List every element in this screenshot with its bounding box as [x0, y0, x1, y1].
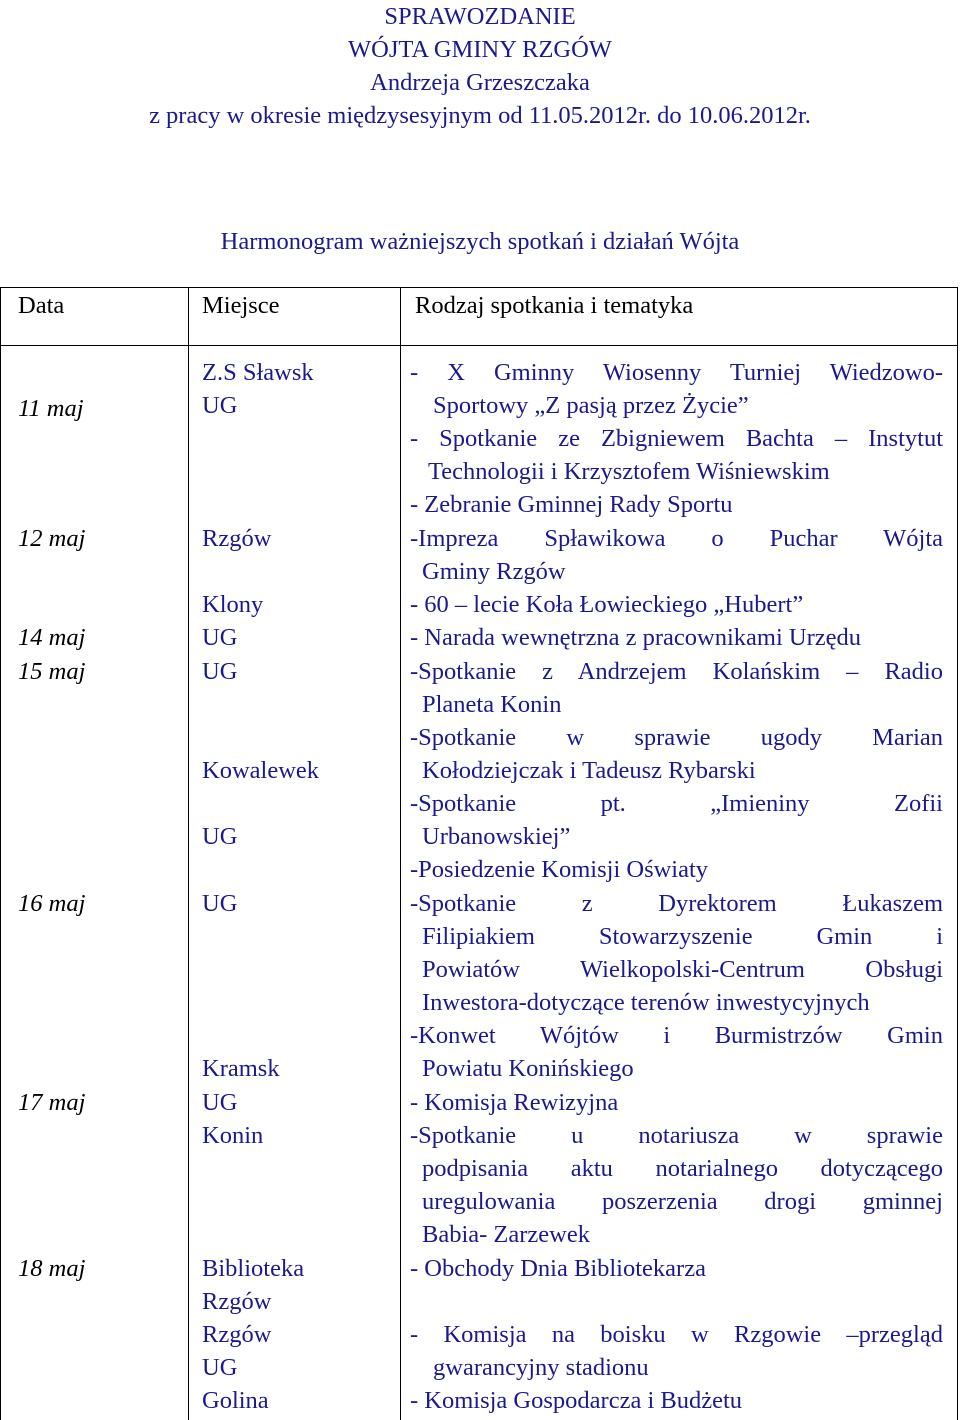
- report-title: SPRAWOZDANIE: [384, 3, 576, 30]
- column-header-topic: Rodzaj spotkania i tematyka: [415, 292, 694, 319]
- row-topic: -Konwet Wójtów i Burmistrzów Gmin: [410, 1022, 943, 1049]
- row-topic: Powiatu Konińskiego: [422, 1055, 634, 1082]
- row-topic: Inwestora-dotyczące terenów inwestycyjnych: [422, 989, 870, 1016]
- row-topic: Filipiakiem Stowarzyszenie Gmin i: [422, 923, 943, 950]
- row-topic: gwarancyjny stadionu: [433, 1354, 649, 1381]
- row-topic: -Spotkanie u notariusza w sprawie: [410, 1122, 943, 1149]
- column-divider: [400, 287, 401, 1420]
- row-place: UG: [202, 890, 238, 917]
- row-place: UG: [202, 658, 238, 685]
- row-place: Klony: [202, 591, 264, 618]
- row-date: 12 maj: [18, 525, 86, 552]
- row-date: 14 maj: [18, 624, 86, 651]
- row-date: 18 maj: [18, 1255, 86, 1282]
- schedule-title: Harmonogram ważniejszych spotkań i działań Wójta: [220, 228, 740, 255]
- row-place: UG: [202, 1354, 238, 1381]
- row-topic: Babia- Zarzewek: [422, 1221, 590, 1248]
- row-place: Golina: [202, 1387, 269, 1414]
- row-topic: - Komisja Gospodarcza i Budżetu: [410, 1387, 743, 1414]
- row-topic: - Spotkanie ze Zbigniewem Bachta – Instytut: [410, 425, 943, 452]
- row-date: 11 maj: [18, 395, 84, 422]
- row-date: 16 maj: [18, 890, 86, 917]
- row-place: Rzgów: [202, 1321, 272, 1348]
- row-topic: Planeta Konin: [422, 691, 562, 718]
- row-topic: -Spotkanie w sprawie ugody Marian: [410, 724, 943, 751]
- row-topic: Kołodziejczak i Tadeusz Rybarski: [422, 757, 756, 784]
- row-topic: -Spotkanie z Dyrektorem Łukaszem: [410, 890, 943, 917]
- row-date: 15 maj: [18, 658, 86, 685]
- column-header-place: Miejsce: [202, 292, 280, 319]
- row-topic: - Zebranie Gminnej Rady Sportu: [410, 491, 733, 518]
- row-place: Biblioteka: [202, 1255, 305, 1282]
- row-place: Konin: [202, 1122, 264, 1149]
- row-place: Rzgów: [202, 1288, 272, 1315]
- row-topic: Urbanowskiej”: [422, 823, 571, 850]
- row-topic: -Posiedzenie Komisji Oświaty: [410, 856, 709, 883]
- row-place: Rzgów: [202, 525, 272, 552]
- row-topic: - Komisja na boisku w Rzgowie –przegląd: [410, 1321, 943, 1348]
- row-place: UG: [202, 624, 238, 651]
- column-divider: [188, 287, 189, 1420]
- row-topic: - Obchody Dnia Bibliotekarza: [410, 1255, 706, 1282]
- row-topic: - 60 – lecie Koła Łowieckiego „Hubert”: [410, 591, 804, 618]
- row-topic: uregulowania poszerzenia drogi gminnej: [422, 1188, 943, 1215]
- table-rule: [0, 287, 958, 288]
- row-place: Kramsk: [202, 1055, 280, 1082]
- row-topic: Sportowy „Z pasją przez Życie”: [433, 392, 749, 419]
- report-author-name: Andrzeja Grzeszczaka: [370, 69, 590, 96]
- report-author-office: WÓJTA GMINY RZGÓW: [348, 36, 612, 63]
- column-header-date: Data: [18, 292, 65, 319]
- row-topic: Technologii i Krzysztofem Wiśniewskim: [428, 458, 830, 485]
- row-topic: podpisania aktu notarialnego dotyczącego: [422, 1155, 943, 1182]
- report-header: [0, 0, 960, 132]
- row-topic: -Impreza Spławikowa o Puchar Wójta: [410, 525, 943, 552]
- row-date: 17 maj: [18, 1089, 86, 1116]
- row-topic: -Spotkanie pt. „Imieniny Zofii: [410, 790, 943, 817]
- row-topic: - X Gminny Wiosenny Turniej Wiedzowo-: [410, 359, 943, 386]
- row-place: Z.S Sławsk: [202, 359, 314, 386]
- row-place: UG: [202, 1089, 238, 1116]
- report-period: z pracy w okresie międzysesyjnym od 11.05.2012r. do 10.06.2012r.: [149, 102, 811, 129]
- row-topic: Gminy Rzgów: [422, 558, 566, 585]
- row-place: UG: [202, 823, 238, 850]
- row-topic: - Komisja Rewizyjna: [410, 1089, 619, 1116]
- row-place: Kowalewek: [202, 757, 320, 784]
- row-topic: -Spotkanie z Andrzejem Kolańskim – Radio: [410, 658, 943, 685]
- row-topic: Powiatów Wielkopolski-Centrum Obsługi: [422, 956, 943, 983]
- row-topic: - Narada wewnętrzna z pracownikami Urzędu: [410, 624, 861, 651]
- table-header-rule: [0, 345, 958, 346]
- row-place: UG: [202, 392, 238, 419]
